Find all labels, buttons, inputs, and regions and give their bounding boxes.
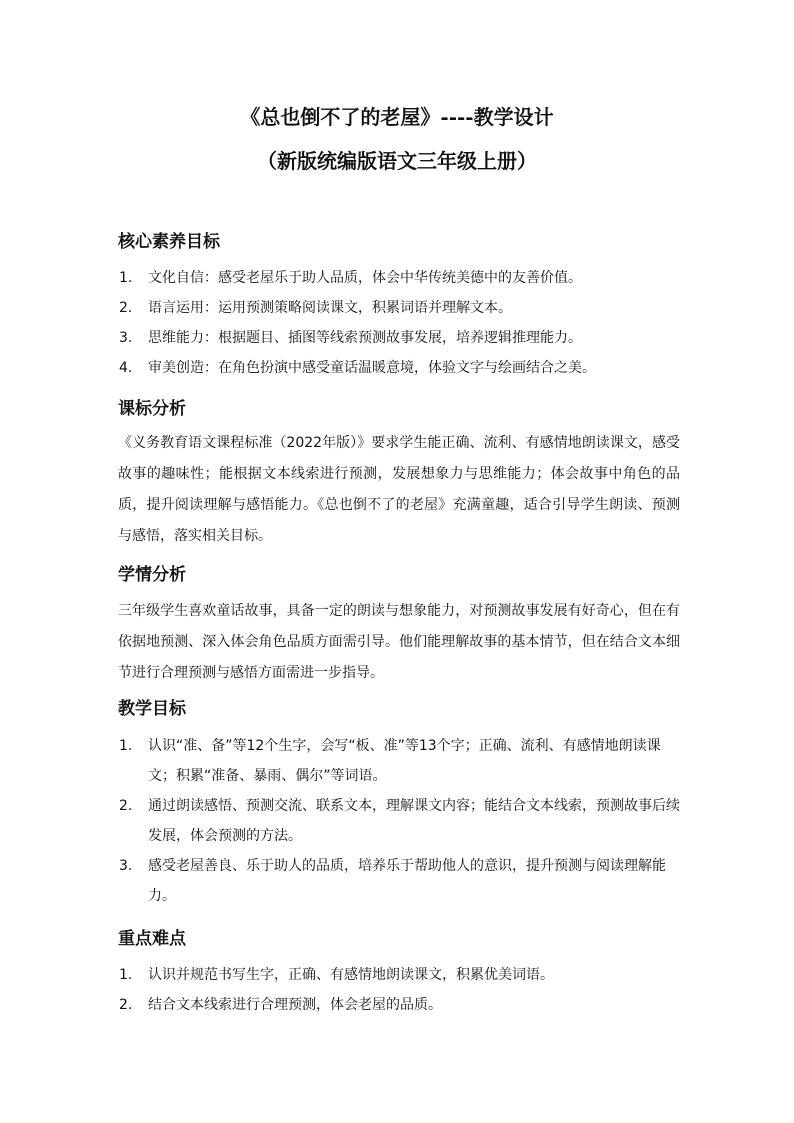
list-item <box>118 263 688 293</box>
list-item <box>118 323 688 353</box>
list-item-text: 认识并规范书写生字，正确、有感情地朗读课文，积累优美词语。 <box>148 967 554 983</box>
list-number: 3. <box>119 858 133 874</box>
list-item-text: 语言运用：运用预测策略阅读课文，积累词语并理解文本。 <box>148 300 512 316</box>
list-item-text: 认识“准、备”等12个生字，会写“板、准”等13个字；正确、流利、有感情地朗读课文；积累“准备、暴雨、偶尔”等词语。 <box>148 738 661 784</box>
list-item <box>118 851 688 911</box>
list-item-text: 审美创造：在角色扮演中感受童话温暖意境，体验文字与绘画结合之美。 <box>148 360 596 376</box>
list-item <box>118 960 688 990</box>
document-subtitle: （新版统编版语文三年级上册） <box>257 149 537 173</box>
list-number: 2. <box>119 997 133 1013</box>
list-item-text: 结合文本线索进行合理预测，体会老屋的品质。 <box>148 997 442 1013</box>
list-item <box>118 990 688 1020</box>
core-goals-list <box>118 263 688 383</box>
heading-standard-analysis: 课标分析 <box>118 399 186 419</box>
list-number: 2. <box>119 798 133 814</box>
list-item <box>118 791 688 851</box>
list-item <box>118 353 688 383</box>
heading-student-analysis: 学情分析 <box>118 565 186 585</box>
document-title: 《总也倒不了的老屋》----教学设计 <box>240 105 554 129</box>
list-item-text: 感受老屋善良、乐于助人的品质，培养乐于帮助他人的意识，提升预测与阅读理解能力。 <box>148 858 666 904</box>
list-item-text: 文化自信：感受老屋乐于助人品质，体会中华传统美德中的友善价值。 <box>148 270 582 286</box>
list-item-text: 通过朗读感悟、预测交流、联系文本，理解课文内容；能结合文本线索，预测故事后续发展，体会预测的方法。 <box>148 798 680 844</box>
heading-key-points: 重点难点 <box>118 929 186 949</box>
student-analysis-text: 三年级学生喜欢童话故事，具备一定的朗读与想象能力，对预测故事发展有好奇心，但在有依据地预测、深入体会角色品质方面需引导。他们能理解故事的基本情节，但在结合文本细节进行合理预测与感悟方面需进一步指导。 <box>118 603 680 681</box>
heading-core-goals: 核心素养目标 <box>118 232 220 252</box>
list-item-text: 思维能力：根据题目、插图等线索预测故事发展，培养逻辑推理能力。 <box>148 330 582 346</box>
list-number: 2. <box>119 300 133 316</box>
list-number: 4. <box>119 360 133 376</box>
list-number: 3. <box>119 330 133 346</box>
teaching-goals-list <box>118 731 688 911</box>
standard-analysis-text: 《义务教育语文课程标准（2022年版）》要求学生能正确、流利、有感情地朗读课文，感受故事的趣味性；能根据文本线索进行预测，发展想象力与思维能力；体会故事中角色的品质，提升阅读理解与感悟能力。《总也倒不了的老屋》充满童趣，适合引导学生朗读、预测与感悟，落实相关目标。 <box>118 435 680 544</box>
list-item <box>118 293 688 323</box>
key-points-list <box>118 960 688 1020</box>
list-number: 1. <box>119 967 133 983</box>
list-number: 1. <box>119 738 133 754</box>
heading-teaching-goals: 教学目标 <box>118 699 186 719</box>
list-number: 1. <box>119 270 133 286</box>
list-item <box>118 731 688 791</box>
